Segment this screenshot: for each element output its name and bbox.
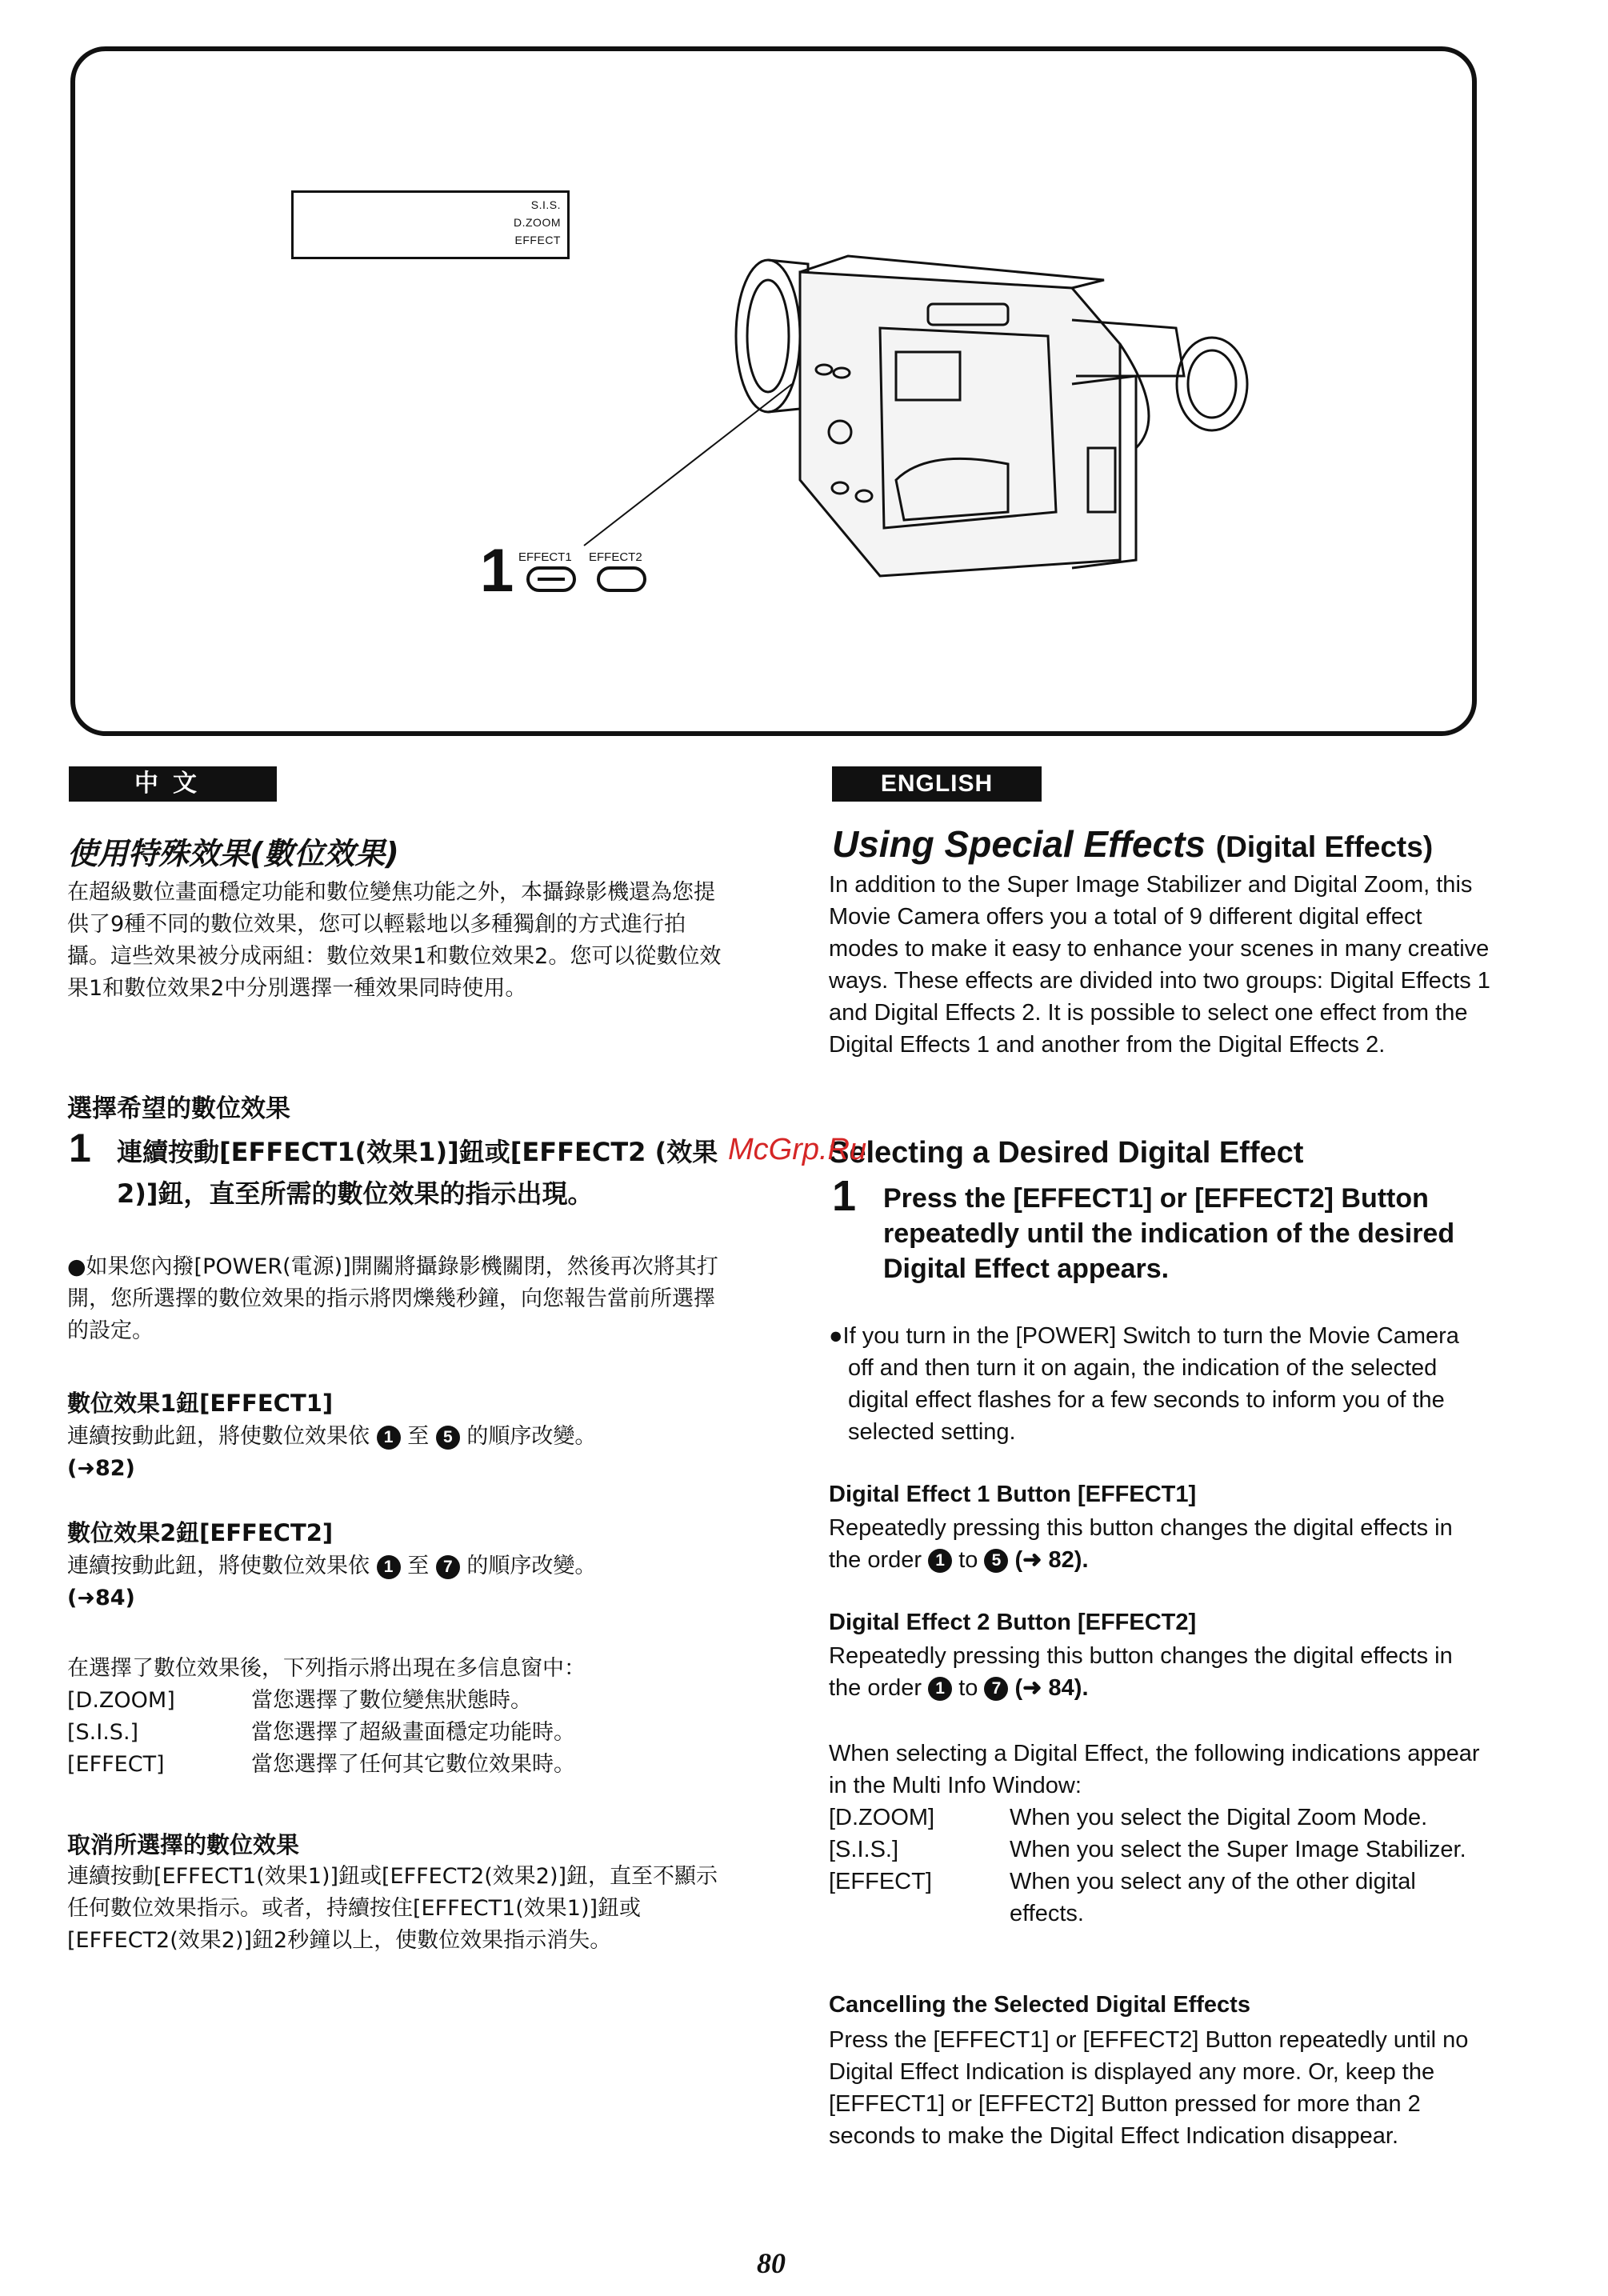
indication-value: When you select any of the other digital effects. <box>1010 1869 1416 1926</box>
chinese-effect1-post: 的順序改變。 <box>466 1424 597 1449</box>
chinese-cancel-text: 連續按動[EFFECT1(效果1)]鈕或[EFFECT2(效果2)]鈕，直至不顯示任何數位效果指示。或者，持續按住[EFFECT1(效果1)]鈕或[EFFECT2(效果2)]鈕2秒鐘以上，使數位效果指示消失。 <box>67 1864 718 1953</box>
order-end-marker: 7 <box>984 1677 1008 1701</box>
chinese-effect2-pre: 連續按動此鈕，將使數位效果依 <box>67 1554 370 1578</box>
page-number: 80 <box>757 2247 786 2279</box>
order-end-marker: 7 <box>436 1555 460 1579</box>
indication-row <box>829 1802 1485 1834</box>
lcd-label-sis: S.I.S. <box>530 198 561 211</box>
chinese-indications-intro: 在選擇了數位效果後，下列指示將出現在多信息窗中： <box>67 1656 586 1681</box>
chinese-effect1-heading: 數位效果1鈕[EFFECT1] <box>67 1390 334 1417</box>
chinese-effect1-body <box>67 1421 731 1485</box>
chinese-effect1-mid: 至 <box>407 1424 430 1449</box>
english-effect2-body <box>829 1640 1485 1704</box>
chinese-intro: 在超級數位畫面穩定功能和數位變焦功能之外，本攝錄影機還為您提供了9種不同的數位效果，您可以輕鬆地以多種獨創的方式進行拍攝。這些效果被分成兩組：數位效果1和數位效果2。您可以從數位效果1和數位效果2中分別選擇一種效果同時使用。 <box>67 880 722 1001</box>
english-step-text: Press the [EFFECT1] or [EFFECT2] Button repeatedly until the indication of the desired Digital Effect appears. <box>883 1183 1455 1284</box>
order-start-marker: 1 <box>377 1555 401 1579</box>
chinese-effect2-heading: 數位效果2鈕[EFFECT2] <box>67 1519 334 1546</box>
chinese-effect2-mid: 至 <box>407 1554 430 1578</box>
camcorder-illustration <box>0 0 1608 744</box>
illustration-step-number: 1 <box>480 537 514 605</box>
chinese-effect1-pre: 連續按動此鈕，將使數位效果依 <box>67 1424 370 1449</box>
english-effect2-ref: (➜ 84). <box>1014 1675 1089 1701</box>
english-effect1-pre: Repeatedly pressing this button changes the digital effects in the order <box>829 1515 1453 1573</box>
indication-key: [D.ZOOM] <box>67 1688 175 1713</box>
english-effect1-mid: to <box>958 1547 978 1573</box>
indication-value: 當您選擇了數位變焦狀態時。 <box>251 1688 532 1713</box>
effect1-button-label: EFFECT1 <box>518 550 572 564</box>
chinese-effect2-post: 的順序改變。 <box>466 1554 597 1578</box>
indication-key: [D.ZOOM] <box>829 1805 935 1830</box>
english-effect2-mid: to <box>958 1675 978 1701</box>
english-indications <box>829 1738 1485 1930</box>
english-effect2-heading: Digital Effect 2 Button [EFFECT2] <box>829 1610 1197 1635</box>
english-cancel-text: Press the [EFFECT1] or [EFFECT2] Button repeatedly until no Digital Effect Indication is displayed any more. Or, keep the [EFFECT1] or [EFFECT2] Button pressed for more than 2 seconds to make the Digital Effect Indication disappear. <box>829 2027 1469 2149</box>
effect2-button-label: EFFECT2 <box>589 550 642 564</box>
order-end-marker: 5 <box>984 1549 1008 1573</box>
indication-row <box>67 1685 731 1717</box>
indication-key: [S.I.S.] <box>67 1720 139 1745</box>
order-start-marker: 1 <box>377 1426 401 1450</box>
indication-key: [EFFECT] <box>67 1752 165 1777</box>
lcd-label-dzoom: D.ZOOM <box>514 216 561 229</box>
chinese-indications <box>67 1653 731 1781</box>
english-banner: ENGLISH <box>832 766 1042 802</box>
indication-value: 當您選擇了超級畫面穩定功能時。 <box>251 1720 575 1745</box>
indication-value: 當您選擇了任何其它數位效果時。 <box>251 1752 575 1777</box>
indication-row <box>67 1749 731 1781</box>
chinese-effect1-ref: (➜82) <box>67 1456 135 1481</box>
indication-key: [EFFECT] <box>829 1869 932 1894</box>
english-effect1-ref: (➜ 82). <box>1014 1547 1089 1573</box>
chinese-effect2-ref: (➜84) <box>67 1586 135 1610</box>
english-effect1-body <box>829 1512 1485 1576</box>
order-end-marker: 5 <box>436 1426 460 1450</box>
indication-value: When you select the Super Image Stabilizer. <box>1010 1837 1466 1862</box>
english-indications-intro: When selecting a Digital Effect, the following indications appear in the Multi Info Window: <box>829 1741 1480 1798</box>
chinese-select-heading: 選擇希望的數位效果 <box>67 1094 290 1123</box>
chinese-cancel-heading: 取消所選擇的數位效果 <box>67 1831 300 1858</box>
english-effect2-pre: Repeatedly pressing this button changes the digital effects in the order <box>829 1643 1453 1701</box>
watermark: McGrp.Ru <box>728 1133 867 1166</box>
order-start-marker: 1 <box>928 1677 952 1701</box>
chinese-note: ●如果您內撥[POWER(電源)]開關將攝錄影機關閉，然後再次將其打開，您所選擇的數位效果的指示將閃爍幾秒鐘，向您報告當前所選擇的設定。 <box>67 1254 718 1343</box>
english-note: ●If you turn in the [POWER] Switch to turn the Movie Camera off and then turn it on again, the indication of the selected digital effect flashes for a few seconds to inform you of the selected setting. <box>829 1323 1459 1445</box>
english-title <box>832 822 1433 866</box>
chinese-banner: 中文 <box>69 766 277 802</box>
indication-row <box>829 1866 1485 1930</box>
english-title-main: Using Special Effects <box>832 823 1206 865</box>
indication-row <box>67 1717 731 1749</box>
lcd-label-effect: EFFECT <box>514 234 561 246</box>
chinese-step-number: 1 <box>69 1126 91 1170</box>
chinese-step-text: 連續按動[EFFECT1(效果1)]鈕或[EFFECT2 (效果2)]鈕，直至所需的數位效果的指示出現。 <box>117 1137 718 1209</box>
english-title-sub: (Digital Effects) <box>1215 830 1434 863</box>
order-start-marker: 1 <box>928 1549 952 1573</box>
english-effect1-heading: Digital Effect 1 Button [EFFECT1] <box>829 1482 1197 1507</box>
indication-row <box>829 1834 1485 1866</box>
indication-value: When you select the Digital Zoom Mode. <box>1010 1805 1428 1830</box>
english-step-number: 1 <box>832 1172 857 1220</box>
english-select-heading: Selecting a Desired Digital Effect <box>829 1136 1304 1170</box>
english-cancel-heading: Cancelling the Selected Digital Effects <box>829 1992 1250 2018</box>
indication-key: [S.I.S.] <box>829 1837 899 1862</box>
chinese-effect2-body <box>67 1550 731 1614</box>
chinese-title: 使用特殊效果(數位效果) <box>67 836 399 871</box>
english-intro: In addition to the Super Image Stabilizer and Digital Zoom, this Movie Camera offers you a total of 9 different digital effect modes to make it easy to enhance your scenes in many creative ways. These effects are divided into two groups: Digital Effects 1 and Digital Effects 2. It is possible to select one effect from the Digital Effects 1 and another from the Digital Effects 2. <box>829 872 1490 1058</box>
